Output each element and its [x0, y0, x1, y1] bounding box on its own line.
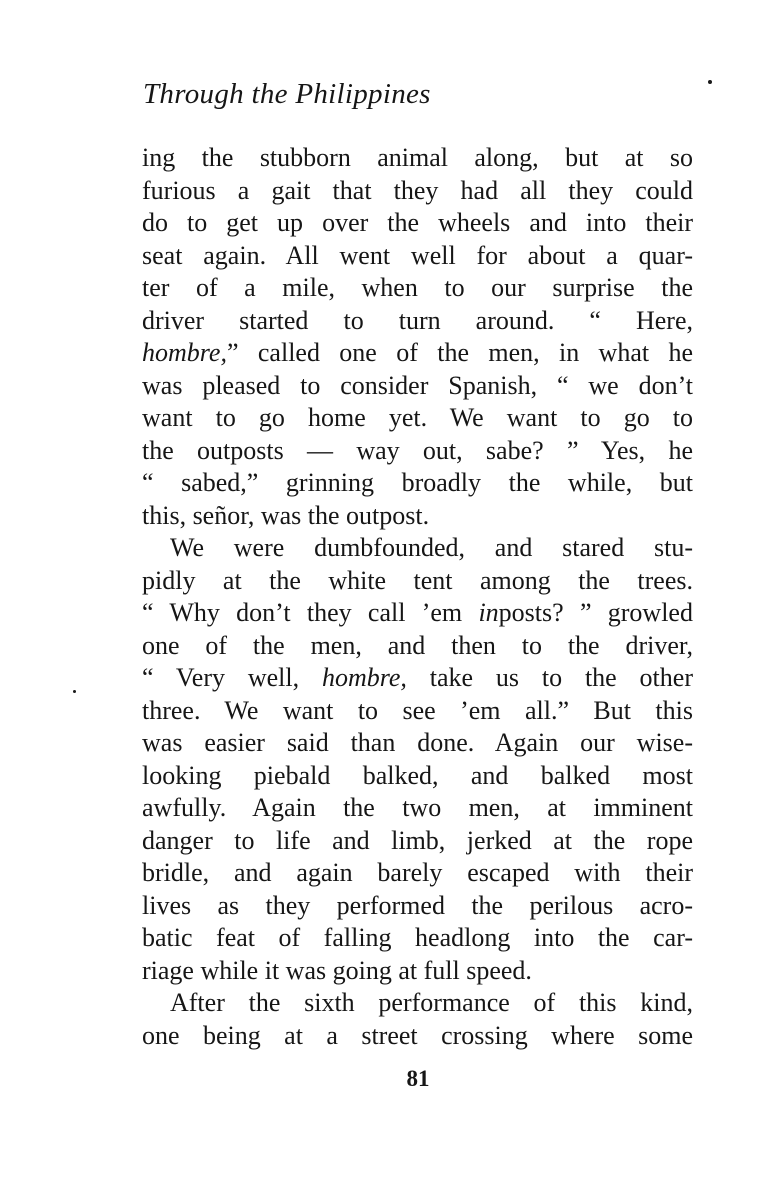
text-line: one of the men, and then to the driver,	[142, 630, 693, 660]
text-line: seat again. All went well for about a quar-	[142, 240, 693, 270]
text-line: want to go home yet. We want to go to	[142, 403, 693, 432]
text-line: the outposts — way out, sabe? ” Yes, he	[142, 435, 693, 465]
text-line: driver started to turn around. “ Here,	[142, 305, 693, 335]
text-line: riage while it was going at full speed.	[142, 955, 532, 985]
page-number: 81	[406, 1066, 430, 1091]
text-line: this, señor, was the outpost.	[142, 500, 430, 530]
text-line: batic feat of falling headlong into the car-	[142, 923, 693, 952]
text-line: was easier said than done. Again our wise-	[142, 728, 693, 757]
text-line: After the sixth performance of this kind,	[170, 988, 693, 1017]
text-line: lives as they performed the perilous acro-	[142, 890, 693, 920]
text-line: looking piebald balked, and balked most	[142, 760, 693, 790]
body-text	[142, 142, 693, 1052]
text-line: awfully. Again the two men, at imminent	[142, 793, 693, 822]
text-line: one being at a street crossing where some	[142, 1020, 693, 1050]
text-line: do to get up over the wheels and into their	[142, 208, 693, 237]
ink-speck	[708, 80, 712, 84]
text-line: furious a gait that they had all they could	[142, 175, 693, 205]
text-line: hombre,” called one of the men, in what he	[142, 338, 693, 367]
text-line: ing the stubborn animal along, but at so	[142, 143, 693, 172]
text-line: was pleased to consider Spanish, “ we don’t	[142, 370, 693, 400]
ink-speck	[73, 690, 76, 693]
text-line: bridle, and again barely escaped with their	[142, 858, 693, 887]
text-line: three. We want to see ’em all.” But this	[142, 695, 693, 725]
text-line: We were dumbfounded, and stared stu-	[170, 533, 693, 562]
text-line: “ Why don’t they call ’em inposts? ” growled	[142, 598, 693, 627]
text-line: pidly at the white tent among the trees.	[142, 565, 693, 595]
text-line: “ sabed,” grinning broadly the while, but	[142, 468, 693, 497]
running-head: Through the Philippines	[143, 78, 431, 110]
text-line: danger to life and limb, jerked at the rope	[142, 825, 693, 855]
text-line: “ Very well, hombre, take us to the other	[142, 663, 693, 692]
text-line: ter of a mile, when to our surprise the	[142, 273, 693, 302]
